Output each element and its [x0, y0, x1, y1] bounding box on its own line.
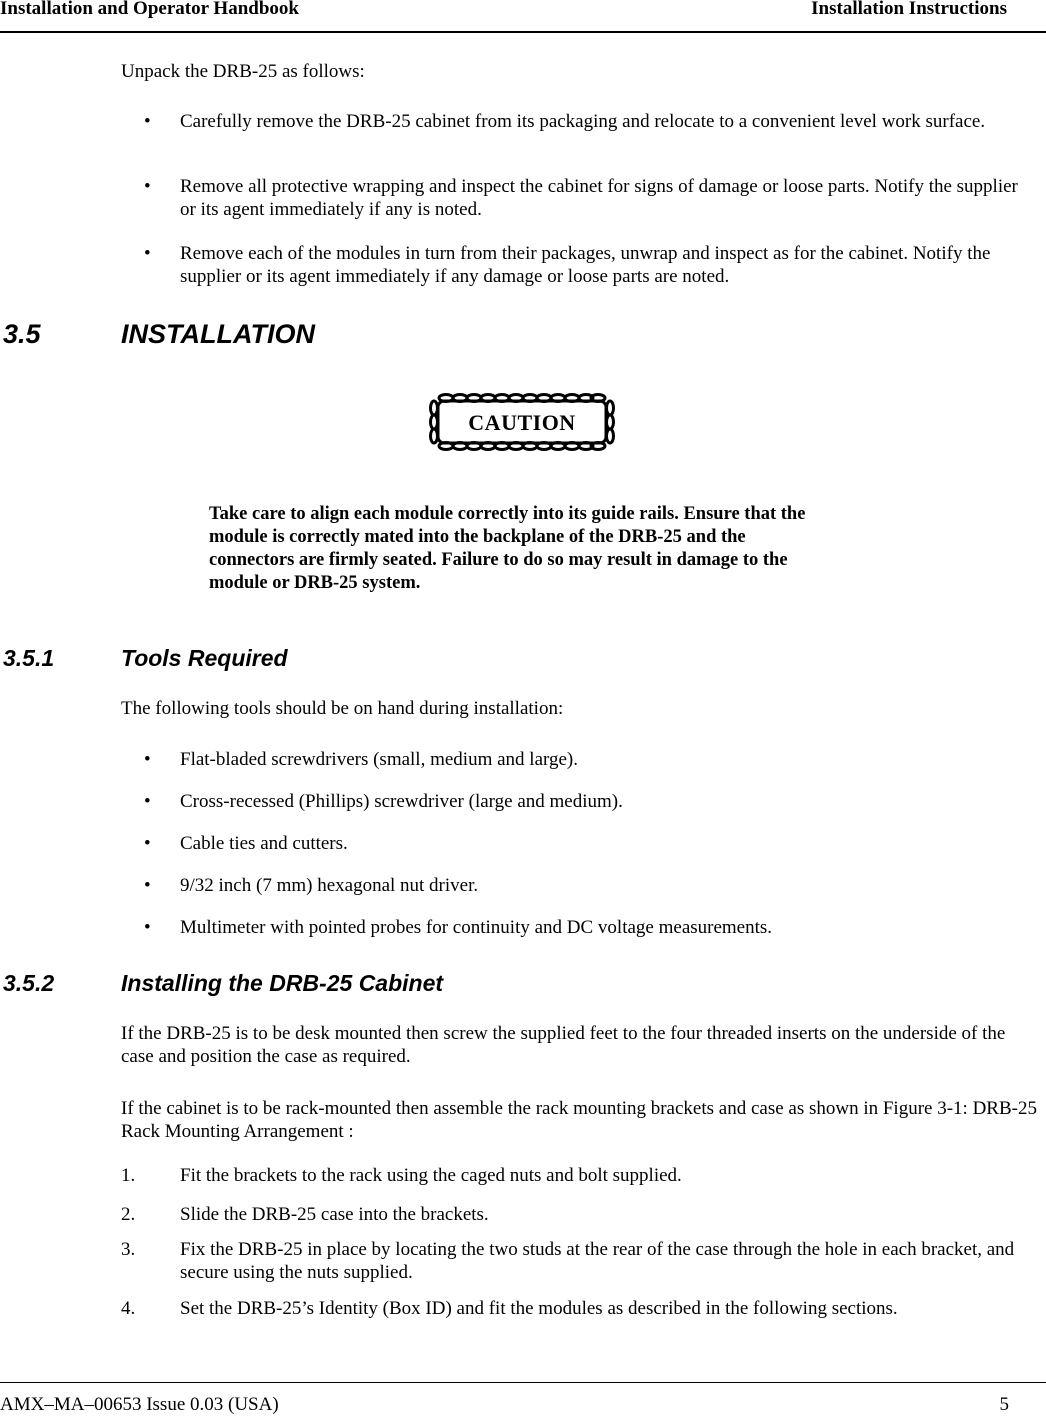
section-title: INSTALLATION: [121, 319, 315, 349]
subsection-number: 3.5.1: [3, 645, 55, 671]
step-text: Slide the DRB-25 case into the brackets.: [180, 1204, 489, 1225]
rack-mount-paragraph: If the cabinet is to be rack-mounted then assemble the rack mounting brackets and case as shown in Figure 3-1: DRB-25 Rack Mounting Arrangement :: [121, 1098, 1037, 1142]
tools-intro: The following tools should be on hand during installation:: [121, 698, 564, 719]
caution-text: Take care to align each module correctly into its guide rails. Ensure that the module is correctly mated into the backplane of the DRB-25 and the connectors are firmly seated. Failure to do so may result in damage to the module or DRB-25 system.: [209, 504, 806, 593]
tool-item: Cable ties and cutters.: [180, 833, 348, 854]
tool-item: 9/32 inch (7 mm) hexagonal nut driver.: [180, 875, 479, 896]
step-text: Fix the DRB-25 in place by locating the two studs at the rear of the case through the hole in each bracket, and secure using the nuts supplied.: [180, 1239, 1015, 1283]
desk-mount-paragraph: If the DRB-25 is to be desk mounted then screw the supplied feet to the four threaded inserts on the underside of the case and position the case as required.: [121, 1023, 1006, 1067]
step-number: 3.: [121, 1239, 136, 1260]
bullet: •: [144, 833, 151, 854]
step-number: 1.: [121, 1165, 136, 1186]
bullet: •: [144, 176, 151, 197]
bullet: •: [144, 875, 151, 896]
footer-page-number: 5: [999, 1394, 1009, 1415]
tool-item: Cross-recessed (Phillips) screwdriver (large and medium).: [180, 791, 623, 812]
bullet: •: [144, 749, 151, 770]
subsection-number: 3.5.2: [3, 970, 55, 996]
subsection-title: Tools Required: [121, 645, 288, 671]
header-rule: [0, 31, 1046, 33]
unpack-item: Remove all protective wrapping and inspect the cabinet for signs of damage or loose parts. Notify the supplier or its agent immediately if any is noted.: [180, 176, 1018, 220]
bullet: •: [144, 243, 151, 264]
unpack-item: Carefully remove the DRB-25 cabinet from its packaging and relocate to a convenient level work surface.: [180, 111, 986, 132]
footer-doc-id: AMX–MA–00653 Issue 0.03 (USA): [0, 1394, 279, 1415]
footer-rule: [0, 1382, 1046, 1383]
step-number: 2.: [121, 1204, 136, 1225]
step-text: Fit the brackets to the rack using the caged nuts and bolt supplied.: [180, 1165, 682, 1186]
bullet: •: [144, 917, 151, 938]
step-number: 4.: [121, 1298, 136, 1319]
tool-item: Multimeter with pointed probes for continuity and DC voltage measurements.: [180, 917, 773, 938]
header-right: Installation Instructions: [811, 0, 1007, 19]
bullet: •: [144, 111, 151, 132]
bullet: •: [144, 791, 151, 812]
section-number: 3.5: [3, 319, 41, 349]
intro-text: Unpack the DRB-25 as follows:: [121, 61, 365, 82]
header-left: Installation and Operator Handbook: [0, 0, 299, 19]
caution-label: CAUTION: [468, 409, 576, 435]
tool-item: Flat-bladed screwdrivers (small, medium and large).: [180, 749, 578, 770]
step-text: Set the DRB-25’s Identity (Box ID) and fit the modules as described in the following sections.: [180, 1298, 898, 1319]
subsection-title: Installing the DRB-25 Cabinet: [121, 970, 444, 996]
unpack-item: Remove each of the modules in turn from their packages, unwrap and inspect as for the cabinet. Notify the supplier or its agent immediately if any damage or loose parts are noted.: [180, 243, 991, 287]
